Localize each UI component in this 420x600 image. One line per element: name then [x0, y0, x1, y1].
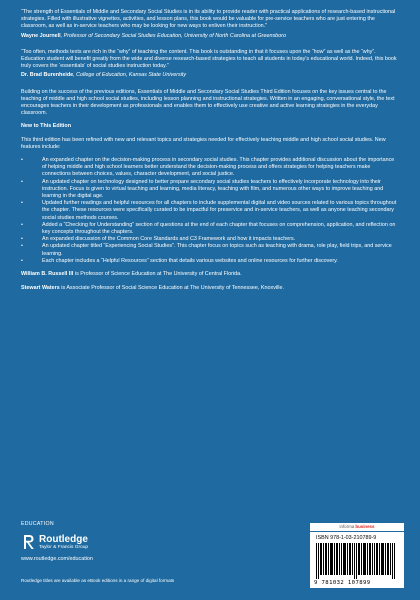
informa-suffix: business: [355, 524, 375, 529]
reviewer-name-1: Wayne Journell: [21, 32, 61, 39]
routledge-logo-icon: [21, 534, 35, 550]
author-bio-2: [21, 285, 399, 292]
feature-item: • An expanded discussion of the Common Core Standards and C3 Framework and how it impacts teachers.: [21, 236, 399, 243]
review-attribution-1: [21, 33, 399, 40]
author-name-1: William B. Russell III: [21, 271, 74, 278]
ebook-note: Routledge titles are available as eBook editions in a range of digital formats: [21, 578, 175, 583]
review-quote-1: “The strength of Essentials of Middle and Secondary Social Studies is in its ability to provide reader with practical applications of research-based instructional strategies. Filled with illustrative vignettes, activities, and lesson plans, this book would be valuable for pre-service teachers who are just entering the classroom, as well as in-service teachers who may be looking for new ways to enliven their instruction.”: [21, 9, 396, 30]
feature-item: • An updated chapter titled “Experiencing Social Studies”. This chapter focus on topics such as teaching with drama, role play, field trips, and service learning.: [21, 243, 399, 257]
publisher-logo: [21, 534, 88, 551]
reviewer-affiliation-1: , Professor of Secondary Social Studies Education, University of North Carolina at Greensboro: [60, 32, 286, 39]
feature-item: • Each chapter includes a “Helpful Resources” section that details various websites and online resources for further discovery.: [21, 258, 399, 265]
feature-item: • An updated chapter on technology designed to better prepare secondary social studies teachers to effectively incorporate technology into their instruction. Focus is given to virtual teaching and learning, media literacy, teaching with film, and numerous other ways to improve teaching and learning in the digital age.: [21, 179, 399, 201]
publisher-url: www.routledge.com/education: [21, 556, 93, 562]
book-description: Building on the success of the previous editions, Essentials of Middle and Secondary Social Studies Third Edition focuses on the key issues central to the teaching of middle and high school social studies, including lesson planning and instructional strategies. Written in an engaging, conversational style, the text encourages teachers in their development as professionals and enables them to effectively use creative and active learning strategies in the everyday classroom.: [21, 88, 395, 117]
publisher-group: Taylor & Francis Group: [39, 545, 89, 550]
review-quote-2: “Too often, methods texts are rich in the “why” of teaching the content. This book is outstanding in that it focuses upon the “how” as well as the “why”. Education student will benefit greatly from the wide and diverse research-based strategies to teach all students in today's educational world. Indeed, this book truly covers the ‘essentials’ of social studies instruction today.”: [21, 48, 397, 70]
author-bio-1: [21, 271, 399, 278]
feature-item: • Updated further readings and helpful resources for all chapters to include supplemental digital and video sources related to various topics throughout the chapter. These resources were specifically curated to be impactful for preservice and in-service teachers, as well as anyone teaching secondary social studies methods courses.: [21, 200, 399, 222]
author-description-1: is Professor of Science Education at The University of Central Florida.: [73, 271, 242, 278]
review-attribution-2: [21, 72, 399, 79]
barcode-digits: 9 781032 107899: [314, 580, 371, 586]
isbn-label: ISBN 978-1-03-210789-9: [316, 535, 377, 541]
subject-category: EDUCATION: [21, 521, 54, 527]
barcode-panel: [310, 532, 404, 588]
new-edition-heading: New to This Edition: [21, 123, 72, 130]
author-name-2: Stewart Waters: [21, 285, 60, 292]
author-description-2: is Associate Professor of Social Science Education at The University of Tennessee, Knoxville.: [59, 285, 284, 292]
barcode-icon: [316, 543, 398, 579]
reviewer-affiliation-2: , College of Education, Kansas State University: [73, 72, 187, 79]
informa-prefix: informa: [339, 524, 355, 529]
new-edition-intro: This third edition has been refined with new and relevant topics and strategies needed for effectively teaching middle and high school social studies. New features include:: [21, 136, 386, 150]
informa-sticker: [310, 523, 404, 531]
feature-item: • Added a “Checking for Understanding” section of questions at the end of each chapter that focuses on comprehension, application, and reflection on key concepts throughout the chapters.: [21, 222, 399, 236]
publisher-name: Routledge: [39, 534, 88, 545]
feature-item: • An expanded chapter on the decision-making process in secondary social studies. This chapter provides additional discussion about the importance of helping middle and high school learners better understand the decision-making process and offers strategies for helping teachers make connections between choices, values, character development, and social justice.: [21, 157, 399, 179]
feature-list: [21, 157, 399, 265]
reviewer-name-2: Dr. Brad Burenheide: [21, 72, 74, 79]
